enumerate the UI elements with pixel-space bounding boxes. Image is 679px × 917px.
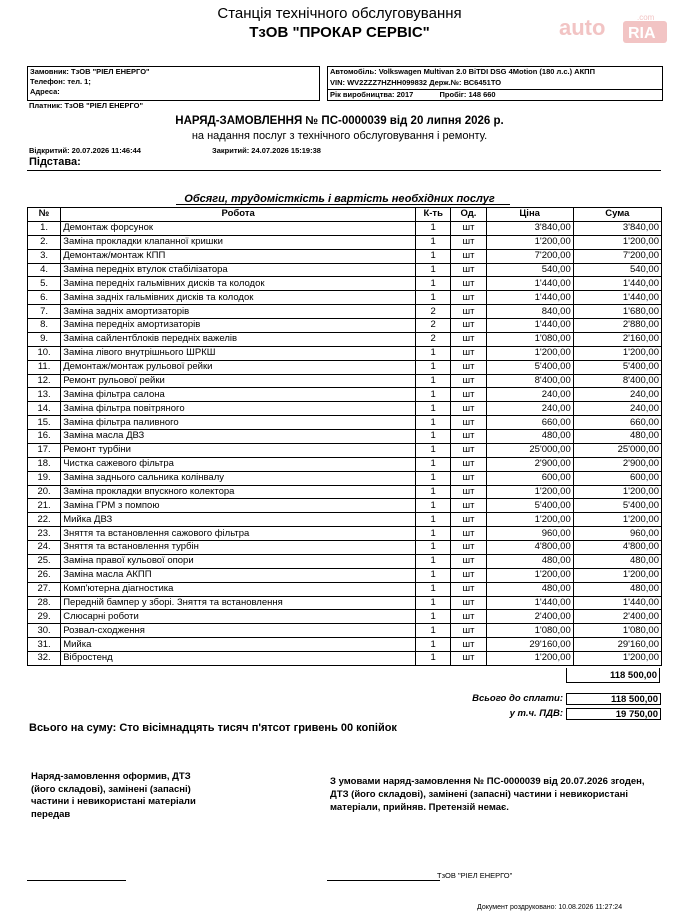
table-row — [28, 457, 662, 471]
vat-label: у т.ч. ПДВ: — [509, 708, 563, 719]
row-unit: шт — [451, 541, 486, 555]
row-sum: 8'400,00 — [573, 374, 661, 388]
row-price: 2'900,00 — [486, 457, 573, 471]
row-work: Демонтаж форсунок — [61, 221, 416, 235]
total-value: 118 500,00 — [566, 693, 661, 705]
row-work: Мийка ДВЗ — [61, 513, 416, 527]
row-sum: 5'400,00 — [573, 360, 661, 374]
row-price: 540,00 — [486, 263, 573, 277]
row-qty: 1 — [416, 221, 451, 235]
row-sum: 2'880,00 — [573, 319, 661, 333]
row-work: Заміна передніх втулок стабілізатора — [61, 263, 416, 277]
row-sum: 240,00 — [573, 402, 661, 416]
row-work: Заміна масла ДВЗ — [61, 430, 416, 444]
row-number: 8. — [28, 319, 61, 333]
customer-box — [27, 66, 320, 101]
row-price: 1'440,00 — [486, 596, 573, 610]
row-unit: шт — [451, 624, 486, 638]
row-unit: шт — [451, 652, 486, 666]
row-unit: шт — [451, 291, 486, 305]
row-qty: 1 — [416, 360, 451, 374]
row-unit: шт — [451, 319, 486, 333]
row-unit: шт — [451, 568, 486, 582]
table-row — [28, 430, 662, 444]
row-price: 240,00 — [486, 388, 573, 402]
row-qty: 1 — [416, 610, 451, 624]
row-unit: шт — [451, 263, 486, 277]
row-unit: шт — [451, 249, 486, 263]
table-row — [28, 652, 662, 666]
row-sum: 29'160,00 — [573, 638, 661, 652]
row-qty: 1 — [416, 485, 451, 499]
receiver-statement: З умовами наряд-замовлення № ПС-0000039 від 20.07.2026 згоден, ДТЗ (його складові), замінені (запасні) частини і невикористані матеріали, прийняв. Претензій немає. — [330, 776, 645, 813]
row-sum: 240,00 — [573, 388, 661, 402]
row-sum: 1'080,00 — [573, 624, 661, 638]
row-sum: 2'400,00 — [573, 610, 661, 624]
table-row — [28, 541, 662, 555]
closed-date: Закритий: 24.07.2026 15:19:38 — [212, 146, 321, 155]
table-row — [28, 596, 662, 610]
row-sum: 7'200,00 — [573, 249, 661, 263]
row-work: Заміна лівого внутрішнього ШРКШ — [61, 346, 416, 360]
row-price: 4'800,00 — [486, 541, 573, 555]
row-price: 480,00 — [486, 554, 573, 568]
row-work: Заміна ГРМ з помпою — [61, 499, 416, 513]
row-unit: шт — [451, 596, 486, 610]
row-unit: шт — [451, 485, 486, 499]
row-number: 3. — [28, 249, 61, 263]
row-number: 15. — [28, 416, 61, 430]
row-work: Слюсарні роботи — [61, 610, 416, 624]
row-unit: шт — [451, 610, 486, 624]
table-row — [28, 513, 662, 527]
row-qty: 1 — [416, 624, 451, 638]
row-work: Заміна прокладки впускного колектора — [61, 485, 416, 499]
table-row — [28, 485, 662, 499]
row-price: 5'400,00 — [486, 499, 573, 513]
table-row — [28, 388, 662, 402]
row-price: 29'160,00 — [486, 638, 573, 652]
row-sum: 660,00 — [573, 416, 661, 430]
row-qty: 1 — [416, 582, 451, 596]
vehicle-mileage: Пробіг: 148 660 — [439, 90, 496, 99]
customer-phone: Телефон: тел. 1; — [30, 77, 91, 86]
row-number: 14. — [28, 402, 61, 416]
row-price: 8'400,00 — [486, 374, 573, 388]
row-price: 3'840,00 — [486, 221, 573, 235]
row-price: 1'200,00 — [486, 568, 573, 582]
row-number: 13. — [28, 388, 61, 402]
row-sum: 1'200,00 — [573, 513, 661, 527]
row-unit: шт — [451, 402, 486, 416]
autoria-logo — [557, 11, 671, 47]
payer: Платник: ТзОВ "РІЕЛ ЕНЕРГО" — [29, 101, 144, 110]
row-qty: 1 — [416, 541, 451, 555]
vehicle-year: Рік виробництва: 2017 — [330, 90, 414, 99]
row-number: 17. — [28, 443, 61, 457]
row-work: Демонтаж/монтаж КПП — [61, 249, 416, 263]
row-number: 10. — [28, 346, 61, 360]
row-unit: шт — [451, 457, 486, 471]
row-sum: 1'200,00 — [573, 235, 661, 249]
row-number: 29. — [28, 610, 61, 624]
row-qty: 2 — [416, 319, 451, 333]
row-price: 7'200,00 — [486, 249, 573, 263]
row-unit: шт — [451, 443, 486, 457]
row-unit: шт — [451, 582, 486, 596]
row-number: 11. — [28, 360, 61, 374]
col-header-unit: Од. — [451, 208, 486, 222]
col-header-sum: Сума — [573, 208, 661, 222]
company-name: ТзОВ "ПРОКАР СЕРВІС" — [249, 24, 430, 41]
row-qty: 1 — [416, 235, 451, 249]
vehicle-model: Автомобіль: Volkswagen Multivan 2.0 BiTDI DSG 4Motion (180 л.с.) АКПП — [330, 67, 595, 76]
row-sum: 25'000,00 — [573, 443, 661, 457]
logo-ria-text: RIA — [628, 25, 656, 42]
table-row — [28, 624, 662, 638]
row-number: 12. — [28, 374, 61, 388]
row-price: 840,00 — [486, 305, 573, 319]
row-sum: 1'200,00 — [573, 485, 661, 499]
row-work: Заміна фільтра повітряного — [61, 402, 416, 416]
row-qty: 1 — [416, 416, 451, 430]
receiver-signer-name: ТзОВ "РІЕЛ ЕНЕРГО" — [437, 871, 513, 880]
row-unit: шт — [451, 430, 486, 444]
row-number: 1. — [28, 221, 61, 235]
col-header-qty: К-ть — [416, 208, 451, 222]
row-price: 2'400,00 — [486, 610, 573, 624]
table-row — [28, 527, 662, 541]
row-number: 6. — [28, 291, 61, 305]
row-work: Заміна задніх гальмівних дисків та колодок — [61, 291, 416, 305]
table-row — [28, 499, 662, 513]
row-work: Заміна фільтра салона — [61, 388, 416, 402]
vehicle-year-mileage — [328, 89, 662, 100]
col-header-work: Робота — [61, 208, 416, 222]
logo-com-text: .com — [637, 13, 655, 22]
row-price: 1'200,00 — [486, 346, 573, 360]
row-sum: 4'800,00 — [573, 541, 661, 555]
subtotal-value: 118 500,00 — [566, 668, 660, 683]
row-qty: 1 — [416, 568, 451, 582]
row-number: 20. — [28, 485, 61, 499]
table-header-row — [28, 208, 662, 222]
services-table-body — [28, 221, 662, 665]
row-work: Заміна сайлентблоків передніх важелів — [61, 332, 416, 346]
row-sum: 1'200,00 — [573, 568, 661, 582]
basis-label: Підстава: — [29, 156, 81, 168]
row-unit: шт — [451, 332, 486, 346]
row-qty: 1 — [416, 596, 451, 610]
row-work: Заміна масла АКПП — [61, 568, 416, 582]
row-number: 32. — [28, 652, 61, 666]
row-price: 960,00 — [486, 527, 573, 541]
order-title: НАРЯД-ЗАМОВЛЕННЯ № ПС-0000039 від 20 липня 2026 р. — [175, 115, 504, 127]
row-work: Зняття та встановлення турбін — [61, 541, 416, 555]
row-number: 18. — [28, 457, 61, 471]
row-number: 21. — [28, 499, 61, 513]
table-row — [28, 235, 662, 249]
row-qty: 1 — [416, 291, 451, 305]
table-row — [28, 638, 662, 652]
row-sum: 1'440,00 — [573, 596, 661, 610]
station-title: Станція технічного обслуговування — [217, 5, 462, 22]
row-number: 2. — [28, 235, 61, 249]
row-price: 660,00 — [486, 416, 573, 430]
row-qty: 2 — [416, 305, 451, 319]
row-unit: шт — [451, 221, 486, 235]
row-unit: шт — [451, 346, 486, 360]
row-qty: 1 — [416, 346, 451, 360]
logo-auto-text: auto — [559, 15, 606, 40]
row-work: Зняття та встановлення сажового фільтра — [61, 527, 416, 541]
row-unit: шт — [451, 277, 486, 291]
row-work: Демонтаж/монтаж рульової рейки — [61, 360, 416, 374]
row-qty: 1 — [416, 554, 451, 568]
row-number: 25. — [28, 554, 61, 568]
row-qty: 2 — [416, 332, 451, 346]
row-work: Ремонт турбіни — [61, 443, 416, 457]
row-number: 19. — [28, 471, 61, 485]
opened-date: Відкритий: 20.07.2026 11:46:44 — [29, 146, 141, 155]
row-work: Заміна прокладки клапанної кришки — [61, 235, 416, 249]
order-subtitle: на надання послуг з технічного обслуговування і ремонту. — [191, 130, 488, 142]
row-sum: 960,00 — [573, 527, 661, 541]
row-number: 22. — [28, 513, 61, 527]
services-section-title: Обсяги, трудомісткість і вартість необхідних послуг — [184, 193, 495, 205]
row-unit: шт — [451, 513, 486, 527]
row-number: 7. — [28, 305, 61, 319]
row-number: 23. — [28, 527, 61, 541]
row-sum: 480,00 — [573, 554, 661, 568]
row-unit: шт — [451, 499, 486, 513]
row-qty: 1 — [416, 277, 451, 291]
basis-line — [27, 170, 661, 171]
row-qty: 1 — [416, 638, 451, 652]
row-number: 4. — [28, 263, 61, 277]
row-sum: 1'200,00 — [573, 652, 661, 666]
row-price: 480,00 — [486, 430, 573, 444]
row-work: Вібростенд — [61, 652, 416, 666]
table-row — [28, 319, 662, 333]
total-label: Всього до сплати: — [472, 693, 563, 704]
row-qty: 1 — [416, 457, 451, 471]
row-qty: 1 — [416, 388, 451, 402]
vat-value: 19 750,00 — [566, 708, 661, 720]
row-qty: 1 — [416, 263, 451, 277]
table-row — [28, 471, 662, 485]
row-sum: 5'400,00 — [573, 499, 661, 513]
row-work: Передній бампер у зборі. Зняття та встановлення — [61, 596, 416, 610]
row-unit: шт — [451, 471, 486, 485]
row-work: Заміна задніх амортизаторів — [61, 305, 416, 319]
row-sum: 1'200,00 — [573, 346, 661, 360]
table-row — [28, 221, 662, 235]
table-row — [28, 305, 662, 319]
row-price: 1'440,00 — [486, 319, 573, 333]
printed-timestamp: Документ роздруковано: 10.08.2026 11:27:24 — [477, 904, 623, 911]
issuer-statement: Наряд-замовлення оформив, ДТЗ (його складові), замінені (запасні) частини і невикористані матеріали передав — [31, 771, 196, 820]
row-work: Комп'ютерна діагностика — [61, 582, 416, 596]
row-price: 1'200,00 — [486, 513, 573, 527]
table-row — [28, 443, 662, 457]
table-row — [28, 277, 662, 291]
row-sum: 2'160,00 — [573, 332, 661, 346]
row-number: 5. — [28, 277, 61, 291]
row-work: Розвал-сходження — [61, 624, 416, 638]
vehicle-vin-plate: VIN: WV2ZZZ7HZHH099832 Держ.№: ВС6451ТО — [330, 78, 502, 87]
table-row — [28, 346, 662, 360]
table-row — [28, 554, 662, 568]
customer-client: Замовник: ТзОВ "РІЕЛ ЕНЕРГО" — [30, 67, 150, 76]
row-unit: шт — [451, 305, 486, 319]
row-work: Ремонт рульової рейки — [61, 374, 416, 388]
row-unit: шт — [451, 388, 486, 402]
row-work: Заміна фільтра паливного — [61, 416, 416, 430]
row-price: 1'440,00 — [486, 277, 573, 291]
row-qty: 1 — [416, 527, 451, 541]
table-row — [28, 249, 662, 263]
row-qty: 1 — [416, 374, 451, 388]
row-sum: 1'440,00 — [573, 277, 661, 291]
row-work: Заміна передніх гальмівних дисків та колодок — [61, 277, 416, 291]
row-unit: шт — [451, 527, 486, 541]
row-unit: шт — [451, 360, 486, 374]
table-row — [28, 374, 662, 388]
row-number: 30. — [28, 624, 61, 638]
vehicle-box — [327, 66, 663, 101]
col-header-number: № — [28, 208, 61, 222]
row-price: 1'440,00 — [486, 291, 573, 305]
table-row — [28, 568, 662, 582]
row-unit: шт — [451, 638, 486, 652]
table-row — [28, 332, 662, 346]
row-sum: 480,00 — [573, 430, 661, 444]
row-qty: 1 — [416, 402, 451, 416]
table-row — [28, 416, 662, 430]
row-number: 27. — [28, 582, 61, 596]
row-sum: 480,00 — [573, 582, 661, 596]
section-underline — [176, 204, 510, 205]
row-number: 9. — [28, 332, 61, 346]
row-qty: 1 — [416, 471, 451, 485]
row-price: 1'080,00 — [486, 624, 573, 638]
row-number: 26. — [28, 568, 61, 582]
total-in-words: Всього на суму: Сто вісімнадцять тисяч п'ятсот гривень 00 копійок — [29, 722, 397, 734]
table-row — [28, 360, 662, 374]
row-number: 28. — [28, 596, 61, 610]
row-qty: 1 — [416, 513, 451, 527]
services-table — [27, 207, 662, 666]
table-row — [28, 263, 662, 277]
row-price: 480,00 — [486, 582, 573, 596]
row-qty: 1 — [416, 430, 451, 444]
row-work: Заміна заднього сальника колінвалу — [61, 471, 416, 485]
row-qty: 1 — [416, 249, 451, 263]
row-price: 600,00 — [486, 471, 573, 485]
table-row — [28, 582, 662, 596]
row-unit: шт — [451, 235, 486, 249]
row-unit: шт — [451, 554, 486, 568]
row-price: 5'400,00 — [486, 360, 573, 374]
row-sum: 1'440,00 — [573, 291, 661, 305]
row-price: 1'200,00 — [486, 652, 573, 666]
row-sum: 540,00 — [573, 263, 661, 277]
row-unit: шт — [451, 416, 486, 430]
row-price: 240,00 — [486, 402, 573, 416]
table-row — [28, 291, 662, 305]
row-price: 1'200,00 — [486, 235, 573, 249]
row-work: Заміна правої кульової опори — [61, 554, 416, 568]
table-row — [28, 402, 662, 416]
row-qty: 1 — [416, 499, 451, 513]
row-number: 16. — [28, 430, 61, 444]
row-sum: 3'840,00 — [573, 221, 661, 235]
row-sum: 2'900,00 — [573, 457, 661, 471]
row-unit: шт — [451, 374, 486, 388]
row-work: Заміна передніх амортизаторів — [61, 319, 416, 333]
row-qty: 1 — [416, 443, 451, 457]
row-number: 31. — [28, 638, 61, 652]
row-work: Чистка сажевого фільтра — [61, 457, 416, 471]
row-price: 1'200,00 — [486, 485, 573, 499]
row-sum: 1'680,00 — [573, 305, 661, 319]
customer-address: Адреса: — [30, 87, 60, 96]
autoria-logo-mark — [557, 11, 671, 47]
row-price: 1'080,00 — [486, 332, 573, 346]
row-qty: 1 — [416, 652, 451, 666]
issuer-signature-line — [27, 880, 126, 881]
receiver-signature-line — [327, 880, 440, 881]
row-price: 25'000,00 — [486, 443, 573, 457]
row-number: 24. — [28, 541, 61, 555]
table-row — [28, 610, 662, 624]
row-sum: 600,00 — [573, 471, 661, 485]
col-header-price: Ціна — [486, 208, 573, 222]
row-work: Мийка — [61, 638, 416, 652]
